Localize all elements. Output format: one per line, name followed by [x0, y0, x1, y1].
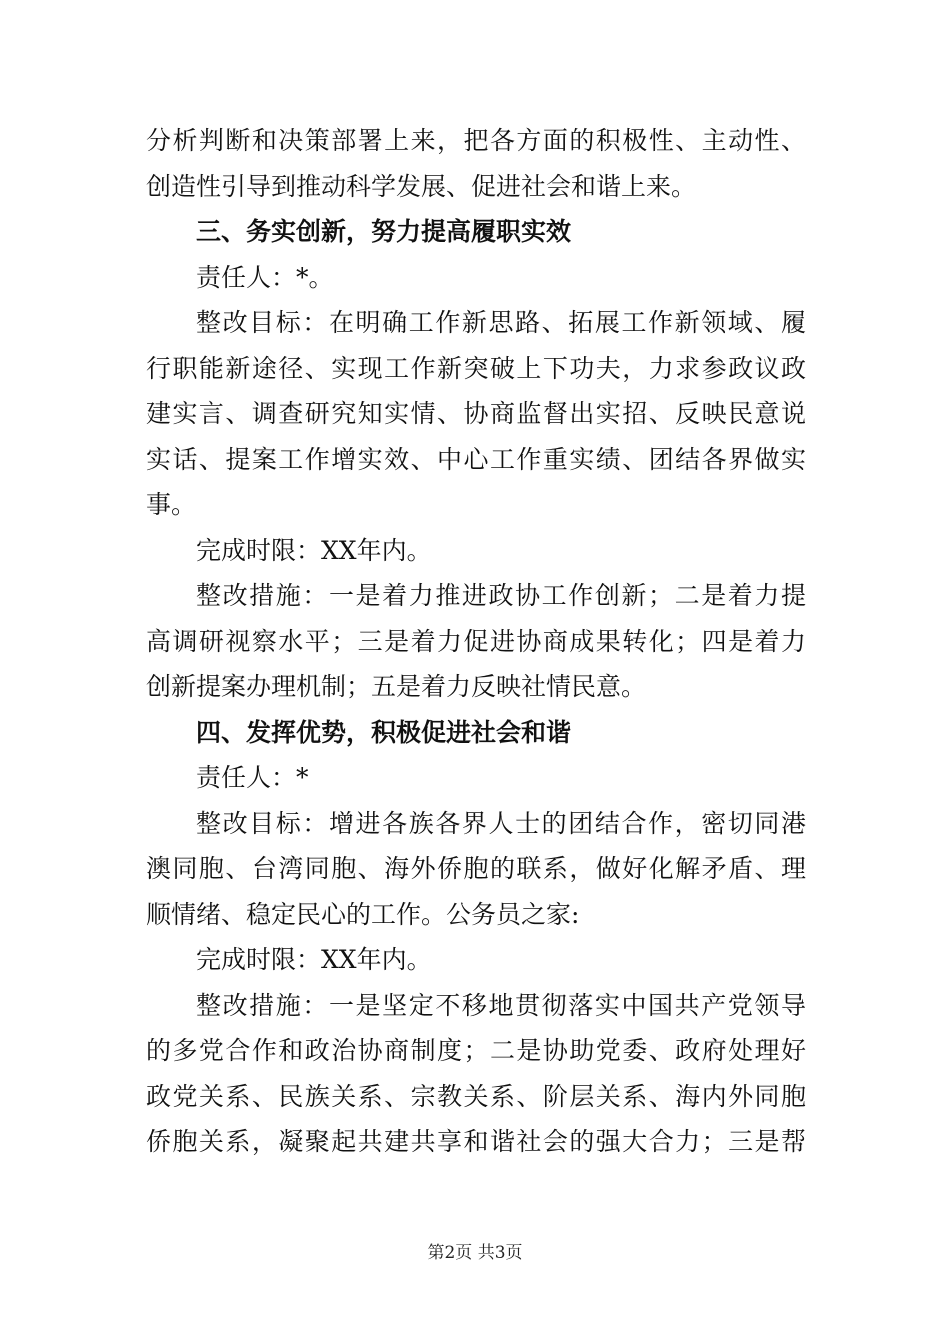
text-line: 高调研视察水平；三是着力促进协商成果转化；四是着力: [146, 626, 806, 656]
text-line: 行职能新途径、实现工作新突破上下功夫，力求参政议政: [146, 353, 806, 383]
text-line: 创造性引导到推动科学发展、促进社会和谐上来。: [146, 171, 697, 201]
text-line: 创新提案办理机制；五是着力反映社情民意。: [146, 672, 647, 701]
text-line: 侨胞关系，凝聚起共建共享和谐社会的强大合力；三是帮: [146, 1127, 806, 1156]
text-line: 事。: [146, 490, 197, 519]
section-heading: 三、务实创新，努力提高履职实效: [196, 217, 572, 246]
text-line: 实话、提案工作增实效、中心工作重实绩、团结各界做实: [146, 444, 806, 474]
text-line: 整改措施：一是着力推进政协工作创新；二是着力提: [196, 581, 806, 610]
text-line: 完成时限：XX年内。: [196, 945, 432, 974]
text-line: 责任人：*: [196, 763, 309, 792]
text-line: 建实言、调查研究知实情、协商监督出实招、反映民意说: [146, 399, 806, 428]
page-footer: [0, 1238, 950, 1263]
text-line: 责任人：*。: [196, 262, 334, 292]
document-body: [146, 118, 806, 1165]
text-line: 整改措施：一是坚定不移地贯彻落实中国共产党领导: [196, 990, 806, 1020]
text-line: 的多党合作和政治协商制度；二是协助党委、政府处理好: [146, 1036, 806, 1065]
text-line: 整改目标：增进各族各界人士的团结合作，密切同港: [196, 808, 806, 838]
text-line: 顺情绪、稳定民心的工作。公务员之家:: [146, 899, 580, 929]
text-line: 整改目标：在明确工作新思路、拓展工作新领域、履: [196, 308, 806, 337]
page-number-label: 第2页 共3页: [427, 1243, 523, 1263]
text-line: 分析判断和决策部署上来，把各方面的积极性、主动性、: [146, 126, 806, 155]
text-line: 澳同胞、台湾同胞、海外侨胞的联系，做好化解矛盾、理: [146, 854, 806, 883]
text-line: 完成时限：XX年内。: [196, 535, 432, 565]
section-heading: 四、发挥优势，积极促进社会和谐: [196, 717, 572, 747]
text-line: 政党关系、民族关系、宗教关系、阶层关系、海内外同胞: [146, 1081, 806, 1111]
